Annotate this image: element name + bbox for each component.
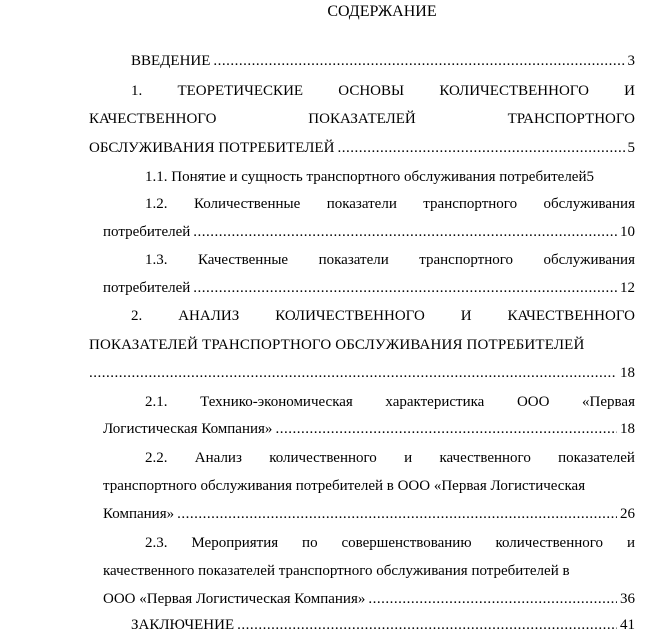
dot-leader	[177, 503, 617, 525]
word: КОЛИЧЕСТВЕННОГО	[439, 83, 589, 99]
toc-page-number: 5	[586, 169, 594, 185]
toc-entry-s22-line2[interactable]: транспортного обслуживания потребителей в ООО «Первая Логистическая	[103, 478, 586, 494]
dot-leader	[193, 277, 617, 299]
word: КАЧЕСТВЕННОГО	[507, 308, 635, 324]
toc-entry-ch1-line3[interactable]	[89, 137, 635, 159]
toc-entry-ch2-line3[interactable]	[89, 362, 635, 384]
toc-entry-s22-line3[interactable]	[103, 503, 635, 525]
toc-entry-text: Компания»	[103, 506, 175, 522]
word: 1.2.	[145, 196, 168, 212]
toc-entry-intro[interactable]	[131, 50, 635, 72]
toc-entry-ch1-line2[interactable]	[89, 108, 635, 130]
word: по	[302, 535, 318, 551]
word: ПОКАЗАТЕЛЕЙ	[308, 111, 416, 127]
toc-page-number: 26	[620, 506, 635, 522]
dot-leader	[337, 137, 624, 159]
toc-entry-s13-line1[interactable]	[145, 249, 635, 271]
dot-leader	[368, 588, 617, 610]
chapter-number: 1.	[131, 83, 143, 99]
dot-leader	[89, 362, 617, 384]
toc-entry-text: ЗАКЛЮЧЕНИЕ	[131, 617, 235, 633]
toc-page-number: 3	[627, 53, 635, 69]
word: и	[626, 535, 635, 551]
word: ТРАНСПОРТНОГО	[507, 111, 635, 127]
word: качественного	[439, 450, 531, 466]
word: показатели	[318, 252, 389, 268]
word: Технико-экономическая	[200, 394, 353, 410]
word: Анализ	[194, 450, 242, 466]
word: 2.2.	[145, 450, 168, 466]
toc-entry-s13-line2[interactable]	[103, 277, 635, 299]
word: характеристика	[385, 394, 485, 410]
toc-entry-s12-line2[interactable]	[103, 221, 635, 243]
toc-entry-text: ОБСЛУЖИВАНИЯ ПОТРЕБИТЕЛЕЙ	[89, 140, 335, 156]
word: и	[404, 450, 413, 466]
word: ОСНОВЫ	[338, 83, 405, 99]
word: 1.3.	[145, 252, 168, 268]
word: АНАЛИЗ	[178, 308, 240, 324]
toc-entry-s23-line3[interactable]	[103, 588, 635, 610]
word: показатели	[326, 196, 397, 212]
toc-page-number: 36	[620, 591, 635, 607]
toc-entry-text: потребителей	[103, 280, 191, 296]
toc-page-number: 18	[620, 365, 635, 381]
toc-page-number: 12	[620, 280, 635, 296]
word: ООО	[516, 394, 550, 410]
word: показателей	[558, 450, 635, 466]
toc-page-number: 18	[620, 421, 635, 437]
toc-entry-s23-line2[interactable]: качественного показателей транспортного обслуживания потребителей в	[103, 563, 570, 579]
word: Количественные	[193, 196, 301, 212]
toc-entry-s11[interactable]	[145, 166, 635, 188]
dot-leader	[275, 418, 617, 440]
dot-leader	[193, 221, 617, 243]
dot-leader	[237, 614, 617, 636]
dot-leader	[213, 50, 624, 72]
word: ТЕОРЕТИЧЕСКИЕ	[177, 83, 304, 99]
toc-entry-ch2-line2[interactable]: ПОКАЗАТЕЛЕЙ ТРАНСПОРТНОГО ОБСЛУЖИВАНИЯ ПОТРЕБИТЕЛЕЙ	[89, 337, 585, 353]
toc-page-number: 5	[627, 140, 635, 156]
toc-entry-text: ВВЕДЕНИЕ	[131, 53, 211, 69]
word: «Первая	[582, 394, 635, 410]
word: И	[624, 83, 635, 99]
toc-entry-s21-line2[interactable]	[103, 418, 635, 440]
word: транспортного	[423, 196, 518, 212]
toc-entry-s23-line1[interactable]	[145, 532, 635, 554]
toc-title: СОДЕРЖАНИЕ	[327, 3, 437, 20]
toc-entry-s22-line1[interactable]	[145, 447, 635, 469]
word: совершенствованию	[341, 535, 472, 551]
word: Мероприятия	[191, 535, 279, 551]
chapter-number: 2.	[131, 308, 143, 324]
word: И	[460, 308, 472, 324]
word: КОЛИЧЕСТВЕННОГО	[275, 308, 425, 324]
toc-entry-text: потребителей	[103, 224, 191, 240]
toc-page-number: 10	[620, 224, 635, 240]
toc-entry-text: ООО «Первая Логистическая Компания»	[103, 591, 366, 607]
toc-entry-s12-line1[interactable]	[145, 193, 635, 215]
toc-entry-s21-line1[interactable]	[145, 391, 635, 413]
toc-entry-ch2-line1[interactable]	[131, 305, 635, 327]
word: КАЧЕСТВЕННОГО	[89, 111, 217, 127]
toc-entry-conclusion[interactable]	[131, 614, 635, 636]
word: 2.1.	[145, 394, 168, 410]
word: транспортного	[419, 252, 514, 268]
word: 2.3.	[145, 535, 168, 551]
word: обслуживания	[543, 196, 635, 212]
toc-entry-text: 1.1. Понятие и сущность транспортного обслуживания потребителей	[145, 169, 587, 185]
word: Качественные	[197, 252, 289, 268]
toc-entry-text: Логистическая Компания»	[103, 421, 273, 437]
word: количественного	[495, 535, 604, 551]
word: обслуживания	[543, 252, 635, 268]
toc-entry-ch1-line1[interactable]	[131, 80, 635, 102]
word: количественного	[269, 450, 377, 466]
toc-page-number: 41	[620, 617, 635, 633]
